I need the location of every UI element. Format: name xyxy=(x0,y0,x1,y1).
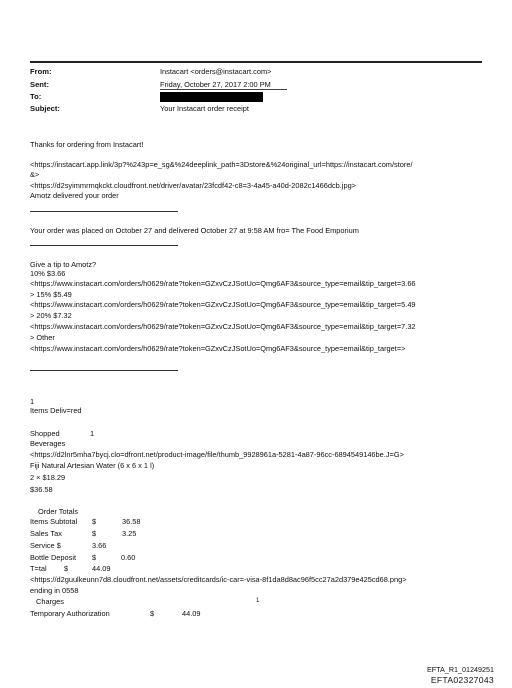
divider xyxy=(30,245,178,246)
tax-currency: $ xyxy=(92,529,97,538)
subject-label: Subject: xyxy=(30,104,60,113)
from-value: Instacart <orders@instacart.com> xyxy=(160,67,272,76)
placed-text: Your order was placed on October 27 and delivered October 27 at 9:58 AM fro= The Food Emporium xyxy=(30,226,359,235)
authorization-currency: $ xyxy=(150,609,155,618)
from-label: From: xyxy=(30,67,52,76)
bottle-deposit-currency: $ xyxy=(92,553,97,562)
thanks-text: Thanks for ordering from Instacart! xyxy=(30,140,144,149)
tip-other-link: <https://www.instacart.com/orders/h0629/rate?token=GZxvCzJSotUo=Qmg6AF3&source_type=email&tip_target=> xyxy=(30,344,406,353)
shopped-label: Shopped xyxy=(30,429,60,438)
product-image-link: <https://d2lnr5mha7bycj.clo=dfront.net/product-image/file/thumb_9928961a-5281-4a87-96cc-6894549146be.J=G> xyxy=(30,450,404,459)
header-top-rule xyxy=(30,61,482,63)
divider xyxy=(30,370,178,371)
sent-value: Friday, October 27, 2017 2:00 PM xyxy=(160,80,271,89)
product-qty: 2 × $18.29 xyxy=(30,473,66,482)
subject-value: Your Instacart order receipt xyxy=(160,104,249,113)
to-label: To: xyxy=(30,92,42,101)
tip-question: Give a tip to Amotz? xyxy=(30,260,97,269)
charges-heading: Charges xyxy=(36,597,64,606)
bottle-deposit-value: 0.60 xyxy=(121,553,136,562)
subtotal-value: 36.58 xyxy=(122,517,141,526)
redaction-bar xyxy=(160,92,263,102)
service-value: 3.66 xyxy=(92,541,107,550)
delivered-text: Amotz delivered your order xyxy=(30,191,119,200)
tip-other-label: > Other xyxy=(30,333,55,342)
tip-20-label: > 20% $7.32 xyxy=(30,311,72,320)
authorization-value: 44.09 xyxy=(182,609,201,618)
tip-20-link: <https://www.instacart.com/orders/h0629/rate?token=GZxvCzJSotUo=Qmg6AF3&source_type=email&tip_target=7.32 xyxy=(30,322,416,331)
sent-underline xyxy=(160,89,287,90)
subtotal-currency: $ xyxy=(92,517,97,526)
subtotal-label: Items Subtotal xyxy=(30,517,78,526)
items-count: 1 xyxy=(30,397,35,406)
tip-10-label: 10% $3.66 xyxy=(30,269,66,278)
page-number: 1 xyxy=(256,598,260,604)
product-total: $36.58 xyxy=(30,485,53,494)
tax-value: 3.25 xyxy=(122,529,137,538)
items-delivered: Items Deliv=red xyxy=(30,406,82,415)
store-link-end: &> xyxy=(30,170,40,179)
tip-15-label: > 15% $5.49 xyxy=(30,290,72,299)
product-name: Fiji Natural Artesian Water (6 x 6 x 1 l) xyxy=(30,461,155,470)
service-label: Service $ xyxy=(30,541,61,550)
card-image-link: <https://d2guulkeunn7d8.cloudfront.net/assets/creditcards/ic-car=-visa-8f1da8d8ac96f5cc27a2d379e425cd68.png> xyxy=(30,575,407,584)
bates-reference-2: EFTA02327043 xyxy=(430,675,494,685)
tax-label: Sales Tax xyxy=(30,529,62,538)
divider xyxy=(30,211,178,212)
bates-reference-1: EFTA_R1_01249251 xyxy=(427,665,494,674)
sent-label: Sent: xyxy=(30,80,49,89)
card-ending: ending in 0558 xyxy=(30,586,79,595)
total-currency: $ xyxy=(64,564,69,573)
authorization-label: Temporary Authorization xyxy=(30,609,110,618)
order-totals-heading: Order Totals xyxy=(38,507,79,516)
store-link: <https://instacart.app.link/3p?%243p=e_sg&%24deeplink_path=3Dstore&%24original_url=https://instacart.com/store/ xyxy=(30,160,413,169)
tip-10-link: <https://www.instacart.com/orders/h0629/rate?token=GZxvCzJSotUo=Qmg6AF3&source_type=email&tip_target=3.66 xyxy=(30,279,416,288)
driver-avatar-link: <https://d2syimmrmqkckt.cloudfront.net/driver/avatar/23fcdf42-c8=3-4a45-a40d-2082c1466dcb.jpg> xyxy=(30,181,356,190)
shopped-count: 1 xyxy=(90,429,95,438)
tip-15-link: <https://www.instacart.com/orders/h0629/rate?token=GZxvCzJSotUo=Qmg6AF3&source_type=email&tip_target=5.49 xyxy=(30,300,416,309)
category-label: Beverages xyxy=(30,439,66,448)
total-label: T=tal xyxy=(30,564,47,573)
bottle-deposit-label: Bottle Deposit xyxy=(30,553,77,562)
total-value: 44.09 xyxy=(92,564,111,573)
